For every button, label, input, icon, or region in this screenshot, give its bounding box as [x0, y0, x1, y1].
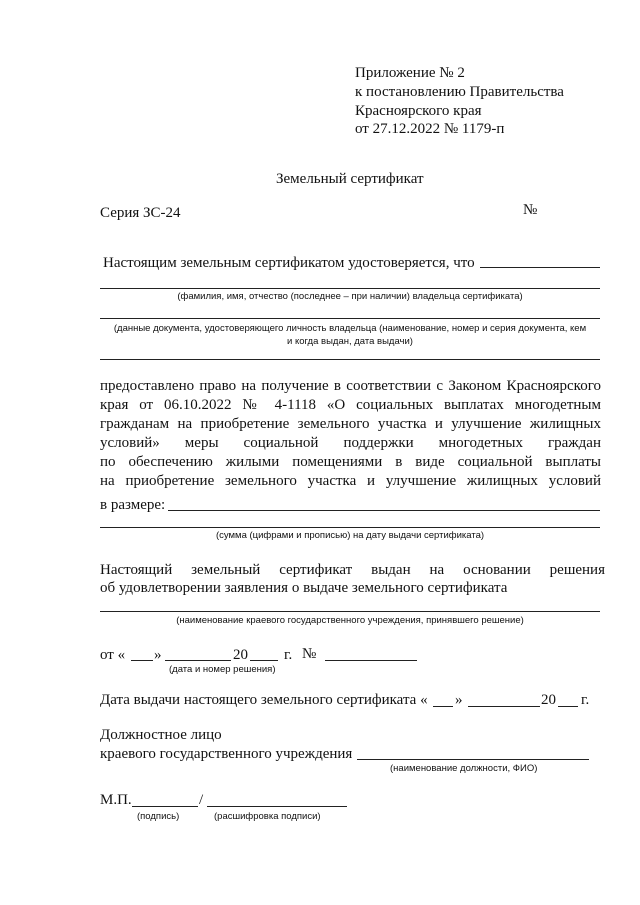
official-line-1: Должностное лицо	[100, 727, 222, 743]
issue-year-suffix: г.	[581, 692, 590, 708]
document-title: Земельный сертификат	[276, 171, 424, 187]
stamp-mark: М.П.	[100, 792, 132, 808]
grant-line: на приобретение земельного участка и улучшение жилищных условий	[100, 473, 601, 489]
decision-day-line	[131, 660, 153, 661]
decision-date-caption: (дата и номер решения)	[169, 664, 276, 675]
decision-month-line	[165, 660, 231, 661]
issue-year-prefix: 20	[541, 692, 556, 708]
certify-text: Настоящим земельным сертификатом удостоверяется, что	[103, 255, 475, 271]
decision-date-from: от «	[100, 647, 126, 663]
signature-decode-caption: (расшифровка подписи)	[214, 811, 321, 822]
issue-date-label: Дата выдачи настоящего земельного сертификата «	[100, 692, 428, 708]
decision-number-line	[325, 660, 417, 661]
appendix-line-4: от 27.12.2022 № 1179-п	[355, 121, 505, 137]
issue-day-line	[433, 706, 453, 707]
appendix-line-3: Красноярского края	[355, 103, 482, 119]
grant-line: края от 06.10.2022 № 4-1118 «О социальных выплатах многодетным	[100, 397, 601, 413]
official-position-caption: (наименование должности, ФИО)	[390, 763, 538, 774]
amount-label: в размере:	[100, 497, 166, 513]
owner-fio-line	[100, 288, 600, 289]
amount-line	[100, 527, 600, 528]
issue-month-line	[468, 706, 540, 707]
appendix-line-2: к постановлению Правительства	[355, 84, 564, 100]
certify-inline-line	[480, 267, 600, 268]
grant-line: гражданам на приобретение земельного участка и улучшение жилищных	[100, 416, 601, 432]
decision-year-line	[250, 660, 278, 661]
institution-caption: (наименование краевого государственного учреждения, принявшего решение)	[176, 615, 524, 626]
basis-paragraph	[100, 561, 605, 580]
amount-inline-line	[168, 510, 600, 511]
signature-decode-line	[207, 806, 347, 807]
owner-fio-caption: (фамилия, имя, отчество (последнее – при наличии) владельца сертификата)	[177, 291, 523, 302]
decision-year-suffix: г.	[284, 647, 293, 663]
signature-caption: (подпись)	[137, 811, 180, 822]
signature-slash: /	[199, 792, 204, 808]
signature-line	[132, 806, 198, 807]
id-document-caption-2: и когда выдан, дата выдачи)	[287, 336, 413, 347]
grant-line: условий» меры социальной поддержки многодетных граждан	[100, 435, 601, 451]
decision-number-label: №	[302, 646, 317, 662]
institution-line	[100, 611, 600, 612]
grant-line: по обеспечению жилыми помещениями в виде социальной выплаты	[100, 454, 601, 470]
certificate-number-label: №	[523, 202, 538, 218]
amount-caption: (сумма (цифрами и прописью) на дату выдачи сертификата)	[215, 530, 485, 541]
official-line-2: краевого государственного учреждения	[100, 746, 353, 762]
id-document-line	[100, 318, 600, 319]
basis-line-1: Настоящий земельный сертификат выдан на основании решения	[100, 562, 605, 578]
issue-year-line	[558, 706, 578, 707]
grant-line: предоставлено право на получение в соответствии с Законом Красноярского	[100, 378, 601, 394]
appendix-line-1: Приложение № 2	[355, 65, 465, 81]
decision-year-prefix: 20	[233, 647, 248, 663]
decision-quote-close: »	[154, 647, 162, 663]
id-document-caption-1: (данные документа, удостоверяющего личность владельца (наименование, номер и серия документа, кем	[113, 323, 587, 334]
issue-quote-close: »	[455, 692, 463, 708]
basis-line-2: об удовлетворении заявления о выдаче земельного сертификата	[100, 580, 508, 596]
id-document-line-2	[100, 359, 600, 360]
official-position-line	[357, 759, 589, 760]
grant-paragraph	[100, 377, 601, 491]
series-label: Серия ЗС-24	[100, 205, 181, 221]
